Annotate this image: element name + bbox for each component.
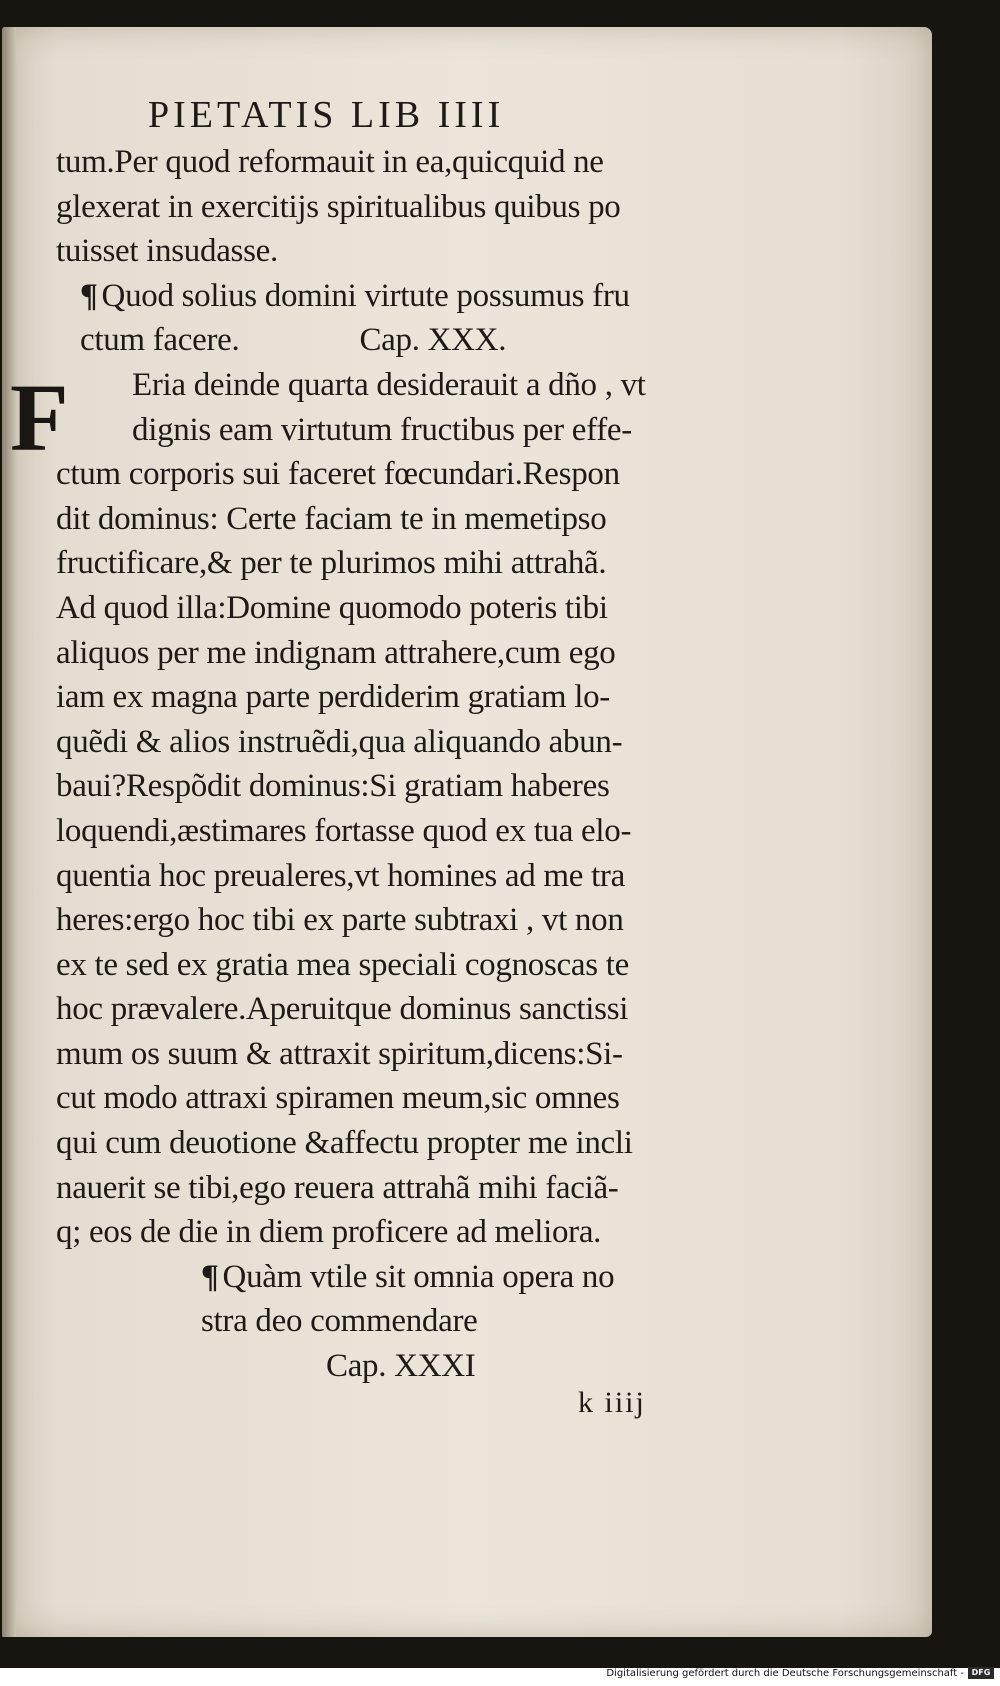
text-line: ex te sed ex gratia mea speciali cognoscas te bbox=[56, 946, 629, 983]
text-line: fructificare,& per te plurimos mihi attrahã. bbox=[56, 545, 607, 582]
text-line: heres:ergo hoc tibi ex parte subtraxi , vt non bbox=[56, 902, 624, 939]
text-line: Eria deinde quarta desiderauit a dño , vt bbox=[132, 366, 646, 403]
text-line: aliquos per me indignam attrahere,cum ego bbox=[56, 634, 616, 671]
digitization-footer bbox=[606, 1667, 994, 1679]
text-line: cut modo attraxi spiramen meum,sic omnes bbox=[56, 1080, 620, 1117]
chapter-label: Cap. XXXI bbox=[326, 1348, 476, 1385]
text-line: tuisset insudasse. bbox=[56, 233, 278, 270]
chapter-31-heading: ¶ Quàm vtile sit omnia opera no bbox=[201, 1258, 615, 1295]
section1-continuation bbox=[56, 140, 776, 274]
drop-cap-initial: F bbox=[10, 364, 69, 471]
pilcrow-icon: ¶ bbox=[201, 1258, 219, 1295]
text-line: Ad quod illa:Domine quomodo poteris tibi bbox=[56, 589, 608, 626]
text-line: q; eos de die in diem proficere ad meliora. bbox=[56, 1214, 602, 1251]
body-text bbox=[56, 452, 776, 1255]
running-head: PIETATIS LIB IIII bbox=[148, 94, 505, 136]
dfg-logo-icon: DFG bbox=[968, 1667, 994, 1679]
page-text bbox=[56, 90, 776, 1389]
text-line: loquendi,æstimares fortasse quod ex tua elo- bbox=[56, 812, 632, 849]
chapter-31-heading-cont: stra deo commendare bbox=[201, 1303, 478, 1340]
text-line: hoc prævalere.Aperuitque dominus sanctissi bbox=[56, 991, 629, 1028]
text-line: glexerat in exercitijs spiritualibus quibus po bbox=[56, 188, 621, 225]
page-edge bbox=[2, 27, 16, 1637]
text-line: nauerit se tibi,ego reuera attrahã mihi faciã- bbox=[56, 1169, 619, 1206]
text-line: dit dominus: Certe faciam te in memetipso bbox=[56, 500, 607, 537]
text-line: quẽdi & alios instruẽdi,qua aliquando abun- bbox=[56, 723, 623, 760]
text-line: baui?Respõdit dominus:Si gratiam haberes bbox=[56, 768, 610, 805]
footer-text: Digitalisierung gefördert durch die Deutsche Forschungsgemeinschaft - bbox=[606, 1667, 964, 1679]
text-line: mum os suum & attraxit spiritum,dicens:Si- bbox=[56, 1035, 623, 1072]
pilcrow-icon: ¶ bbox=[80, 277, 98, 314]
text-line: quentia hoc preualeres,vt homines ad me tra bbox=[56, 857, 625, 894]
chapter-30-heading: ¶ Quod solius domini virtute possumus fru bbox=[80, 277, 630, 314]
text-line: dignis eam virtutum fructibus per effe- bbox=[132, 411, 632, 448]
signature-mark: k iiij bbox=[578, 1386, 646, 1419]
text-line: iam ex magna parte perdiderim gratiam lo- bbox=[56, 679, 610, 716]
text-line: tum.Per quod reformauit in ea,quicquid ne bbox=[56, 144, 604, 180]
chapter-label: Cap. XXX. bbox=[359, 322, 507, 359]
text-line: ctum corporis sui faceret fœcundari.Respon bbox=[56, 456, 620, 493]
chapter-30-heading-cont: ctum facere. Cap. XXX. bbox=[80, 322, 507, 359]
text-line: qui cum deuotione &affectu propter me incli bbox=[56, 1125, 633, 1162]
